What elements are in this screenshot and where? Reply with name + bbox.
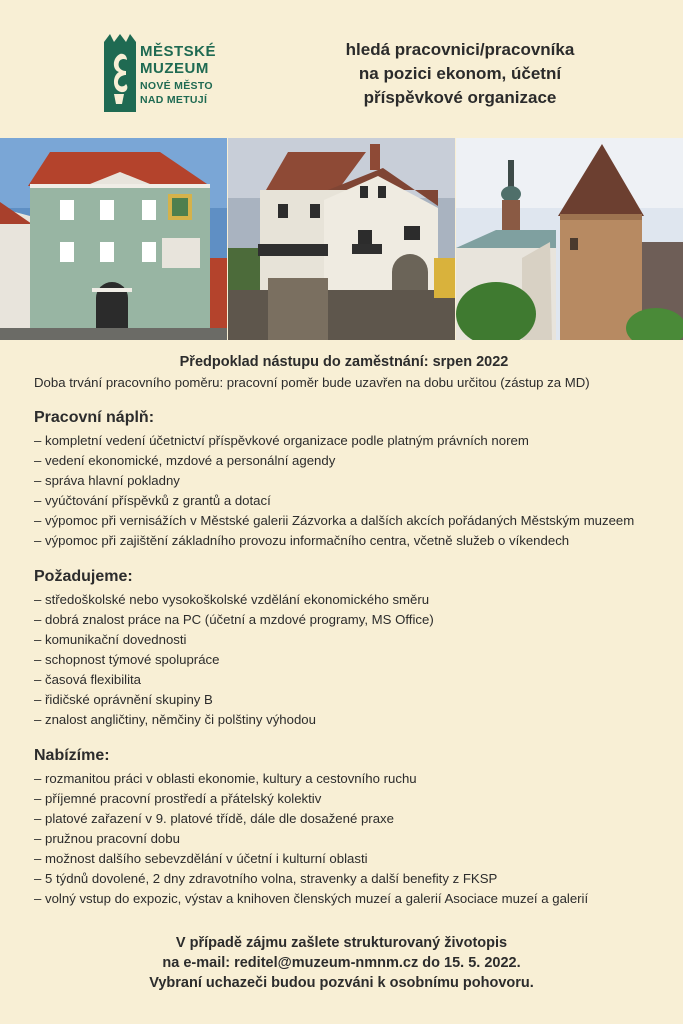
list-item: – časová flexibilita — [34, 672, 142, 687]
footer-contact-email: na e-mail: reditel@muzeum-nmnm.cz do 15. 5. 2022. — [162, 955, 521, 971]
list-item: – pružnou pracovní dobu — [34, 831, 180, 846]
headline-line-2: na pozici ekonom, účetní — [358, 64, 562, 83]
list-item: – výpomoc při zajištění základního provozu informačního centra, včetně služeb o víkendech — [34, 533, 570, 548]
employment-duration: Doba trvání pracovního poměru: pracovní poměr bude uzavřen na dobu určitou (zástup za MD) — [34, 375, 590, 390]
list-item: – 5 týdnů dovolené, 2 dny zdravotního volna, stravenky a další benefity z FKSP — [34, 871, 498, 886]
header — [0, 0, 683, 138]
museum-logo-icon — [102, 32, 138, 118]
logo-line-2: MUZEUM — [140, 60, 209, 77]
headline-line-1: hledá pracovnici/pracovníka — [345, 40, 575, 59]
list-item: – rozmanitou práci v oblasti ekonomie, kultury a cestovního ruchu — [34, 771, 417, 786]
list-item: – možnost dalšího sebevzdělání v účetní i kulturní oblasti — [34, 851, 368, 866]
headline-line-3: příspěvkové organizace — [363, 88, 557, 107]
logo-line-3: NOVÉ MĚSTO — [140, 80, 213, 92]
museum-building-photo — [0, 138, 227, 340]
list-item: – komunikační dovednosti — [34, 632, 187, 647]
job-details — [34, 352, 654, 909]
requirements-list — [34, 590, 654, 730]
list-item: – řidičské oprávnění skupiny B — [34, 692, 213, 707]
footer-line-1: V případě zájmu zašlete strukturovaný životopis — [175, 935, 508, 951]
offers-list — [34, 769, 654, 909]
castle-buildings-photo — [228, 138, 455, 340]
list-item: – dobrá znalost práce na PC (účetní a mzdové programy, MS Office) — [34, 612, 434, 627]
list-item: – vyúčtování příspěvků z grantů a dotací — [34, 493, 271, 508]
job-headline — [300, 38, 620, 110]
logo-line-4: NAD METUJÍ — [140, 93, 208, 106]
list-item: – volný vstup do expozic, výstav a knihoven členských muzeí a galerií Asociace muzeí a galerií — [34, 891, 589, 906]
list-item: – kompletní vedení účetnictví příspěvkové organizace podle platným právních norem — [34, 433, 529, 448]
logo-line-1: MĚSTSKÉ — [140, 43, 217, 60]
start-date: Předpoklad nástupu do zaměstnání: srpen 2022 — [179, 354, 509, 370]
section-title-requirements: Požadujeme: — [34, 568, 133, 585]
list-item: – znalost angličtiny, němčiny či polštiny výhodou — [34, 712, 316, 727]
section-title-duties: Pracovní náplň: — [34, 409, 155, 426]
list-item: – příjemné pracovní prostředí a přátelský kolektiv — [34, 791, 322, 806]
list-item: – vedení ekonomické, mzdové a personální agendy — [34, 453, 336, 468]
tower-photo — [456, 138, 683, 340]
section-title-offers: Nabízíme: — [34, 747, 110, 764]
list-item: – středoškolské nebo vysokoškolské vzdělání ekonomického směru — [34, 592, 430, 607]
footer-line-3: Vybraní uchazeči budou pozváni k osobnímu pohovoru. — [149, 975, 534, 991]
list-item: – správa hlavní pokladny — [34, 473, 180, 488]
photo-strip — [0, 138, 683, 340]
list-item: – schopnost týmové spolupráce — [34, 652, 220, 667]
museum-logo — [102, 32, 242, 118]
list-item: – výpomoc při vernisážích v Městské galerii Zázvorka a dalších akcích pořádaných Městským muzeem — [34, 513, 635, 528]
list-item: – platové zařazení v 9. platové třídě, dále dle dosažené praxe — [34, 811, 394, 826]
duties-list — [34, 431, 654, 551]
application-instructions — [60, 933, 623, 993]
